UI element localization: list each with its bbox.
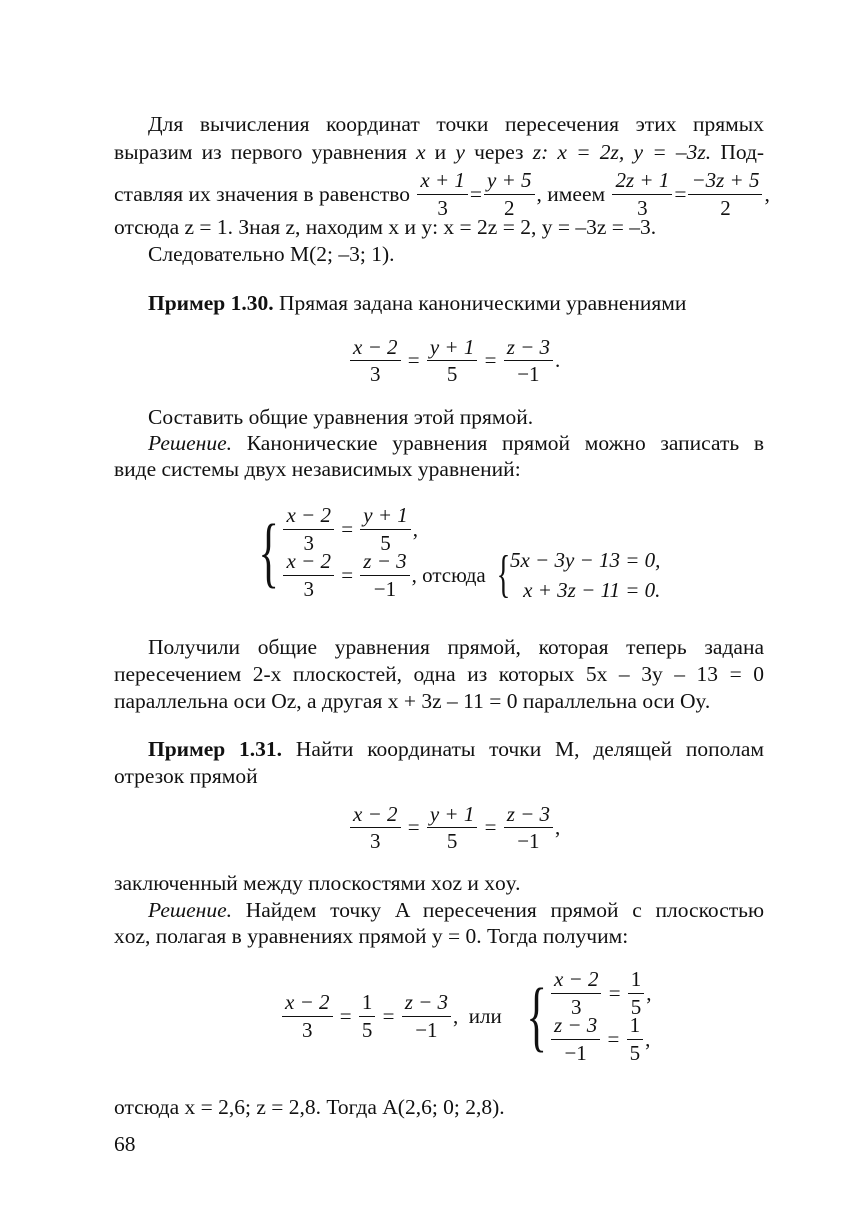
example-1-31-text: отрезок прямой bbox=[114, 764, 258, 788]
left-brace: { bbox=[258, 508, 280, 595]
example-1-30-solution-1: Решение. Канонические уравнения прямой можно записать в bbox=[148, 431, 764, 455]
fraction: $\frac{2z + 1}{3}$ bbox=[612, 169, 672, 218]
intro-conclusion: Следовательно M(2; –3; 1). bbox=[148, 242, 395, 266]
fraction: $\frac{-3z + 5}{2}$ bbox=[688, 169, 762, 218]
fraction: $\frac{x + 1}{3}$ bbox=[417, 169, 468, 218]
example-1-31-between: заключенный между плоскостями xoz и xoy. bbox=[114, 871, 521, 895]
canonical-equation: $\frac{x - 2}{3}$ = $\frac{y + 1}{5}$ = $\frac{z - 3}{-1}$ . bbox=[348, 336, 560, 385]
left-brace: { bbox=[525, 972, 547, 1059]
example-1-30-conclusion-2: пересечением 2-х плоскостей, одна из которых 5x – 3y – 13 = 0 bbox=[114, 662, 764, 686]
example-1-30-task: Составить общие уравнения этой прямой. bbox=[148, 405, 534, 429]
fraction: $\frac{y + 5}{2}$ bbox=[484, 169, 535, 218]
fraction: $\frac{z - 3}{-1}$ bbox=[504, 336, 553, 385]
point-a-equations: $\frac{x - 2}{3}$ = $\frac{1}{5}$ = $\frac{z - 3}{-1}$ , или { $\frac{x - 2}{3}$ = $\frac{1}{5}$ , $\frac{z - 3}{-1}$ = $\frac{1}{5}$ , bbox=[280, 970, 652, 1062]
example-1-31-solution-2: xoz, полагая в уравнениях прямой y = 0. Тогда получим: bbox=[114, 924, 629, 948]
left-brace: { bbox=[496, 546, 511, 603]
intro-line-2: выразим из первого уравнения x и y через z: x = 2z, y = –3z. Под- bbox=[114, 140, 765, 164]
intro-line-3: ставляя их значения в равенство $\frac{x + 1}{3}$ = $\frac{y + 5}{2}$ , имеем $\frac{2z + 1}{3}$ = $\frac{-3z + 5}{2}$ , bbox=[114, 168, 770, 220]
example-1-31-solution-1: Решение. Найдем точку A пересечения прямой с плоскостью bbox=[148, 898, 765, 922]
example-1-30-solution-2: виде системы двух независимых уравнений: bbox=[114, 457, 521, 481]
fraction: $\frac{x - 2}{3}$ bbox=[350, 336, 401, 385]
fraction: $\frac{y + 1}{5}$ bbox=[427, 336, 478, 385]
canonical-equation-2: $\frac{x - 2}{3}$ = $\frac{y + 1}{5}$ = $\frac{z - 3}{-1}$ , bbox=[348, 803, 560, 852]
example-1-30-heading: Пример 1.30. Прямая задана каноническими уравнениями bbox=[148, 291, 687, 315]
page-number: 68 bbox=[114, 1132, 136, 1156]
example-1-31-heading: Пример 1.31. Найти координаты точки M, делящей пополам bbox=[148, 737, 765, 761]
example-1-30-conclusion-1: Получили общие уравнения прямой, которая теперь задана bbox=[148, 635, 764, 659]
general-equations: { 5x − 3y − 13 = 0, x + 3z − 11 = 0. bbox=[496, 546, 661, 603]
system-of-equations: { $\frac{x - 2}{3}$ = $\frac{y + 1}{5}$ , $\frac{x - 2}{3}$ = $\frac{z - 3}{-1}$ , отсюда { 5x − 3y − 13 = 0, x + 3z − 11 = 0. bbox=[258, 503, 661, 603]
intro-line-4: отсюда z = 1. Зная z, находим x и y: x = 2z = 2, y = –3z = –3. bbox=[114, 215, 657, 239]
intro-line-1: Для вычисления координат точки пересечения этих прямых bbox=[148, 112, 764, 136]
example-1-30-conclusion-3: параллельна оси Oz, а другая x + 3z – 11 = 0 параллельна оси Oy. bbox=[114, 689, 711, 713]
example-1-31-result: отсюда x = 2,6; z = 2,8. Тогда A(2,6; 0; 2,8). bbox=[114, 1095, 505, 1119]
